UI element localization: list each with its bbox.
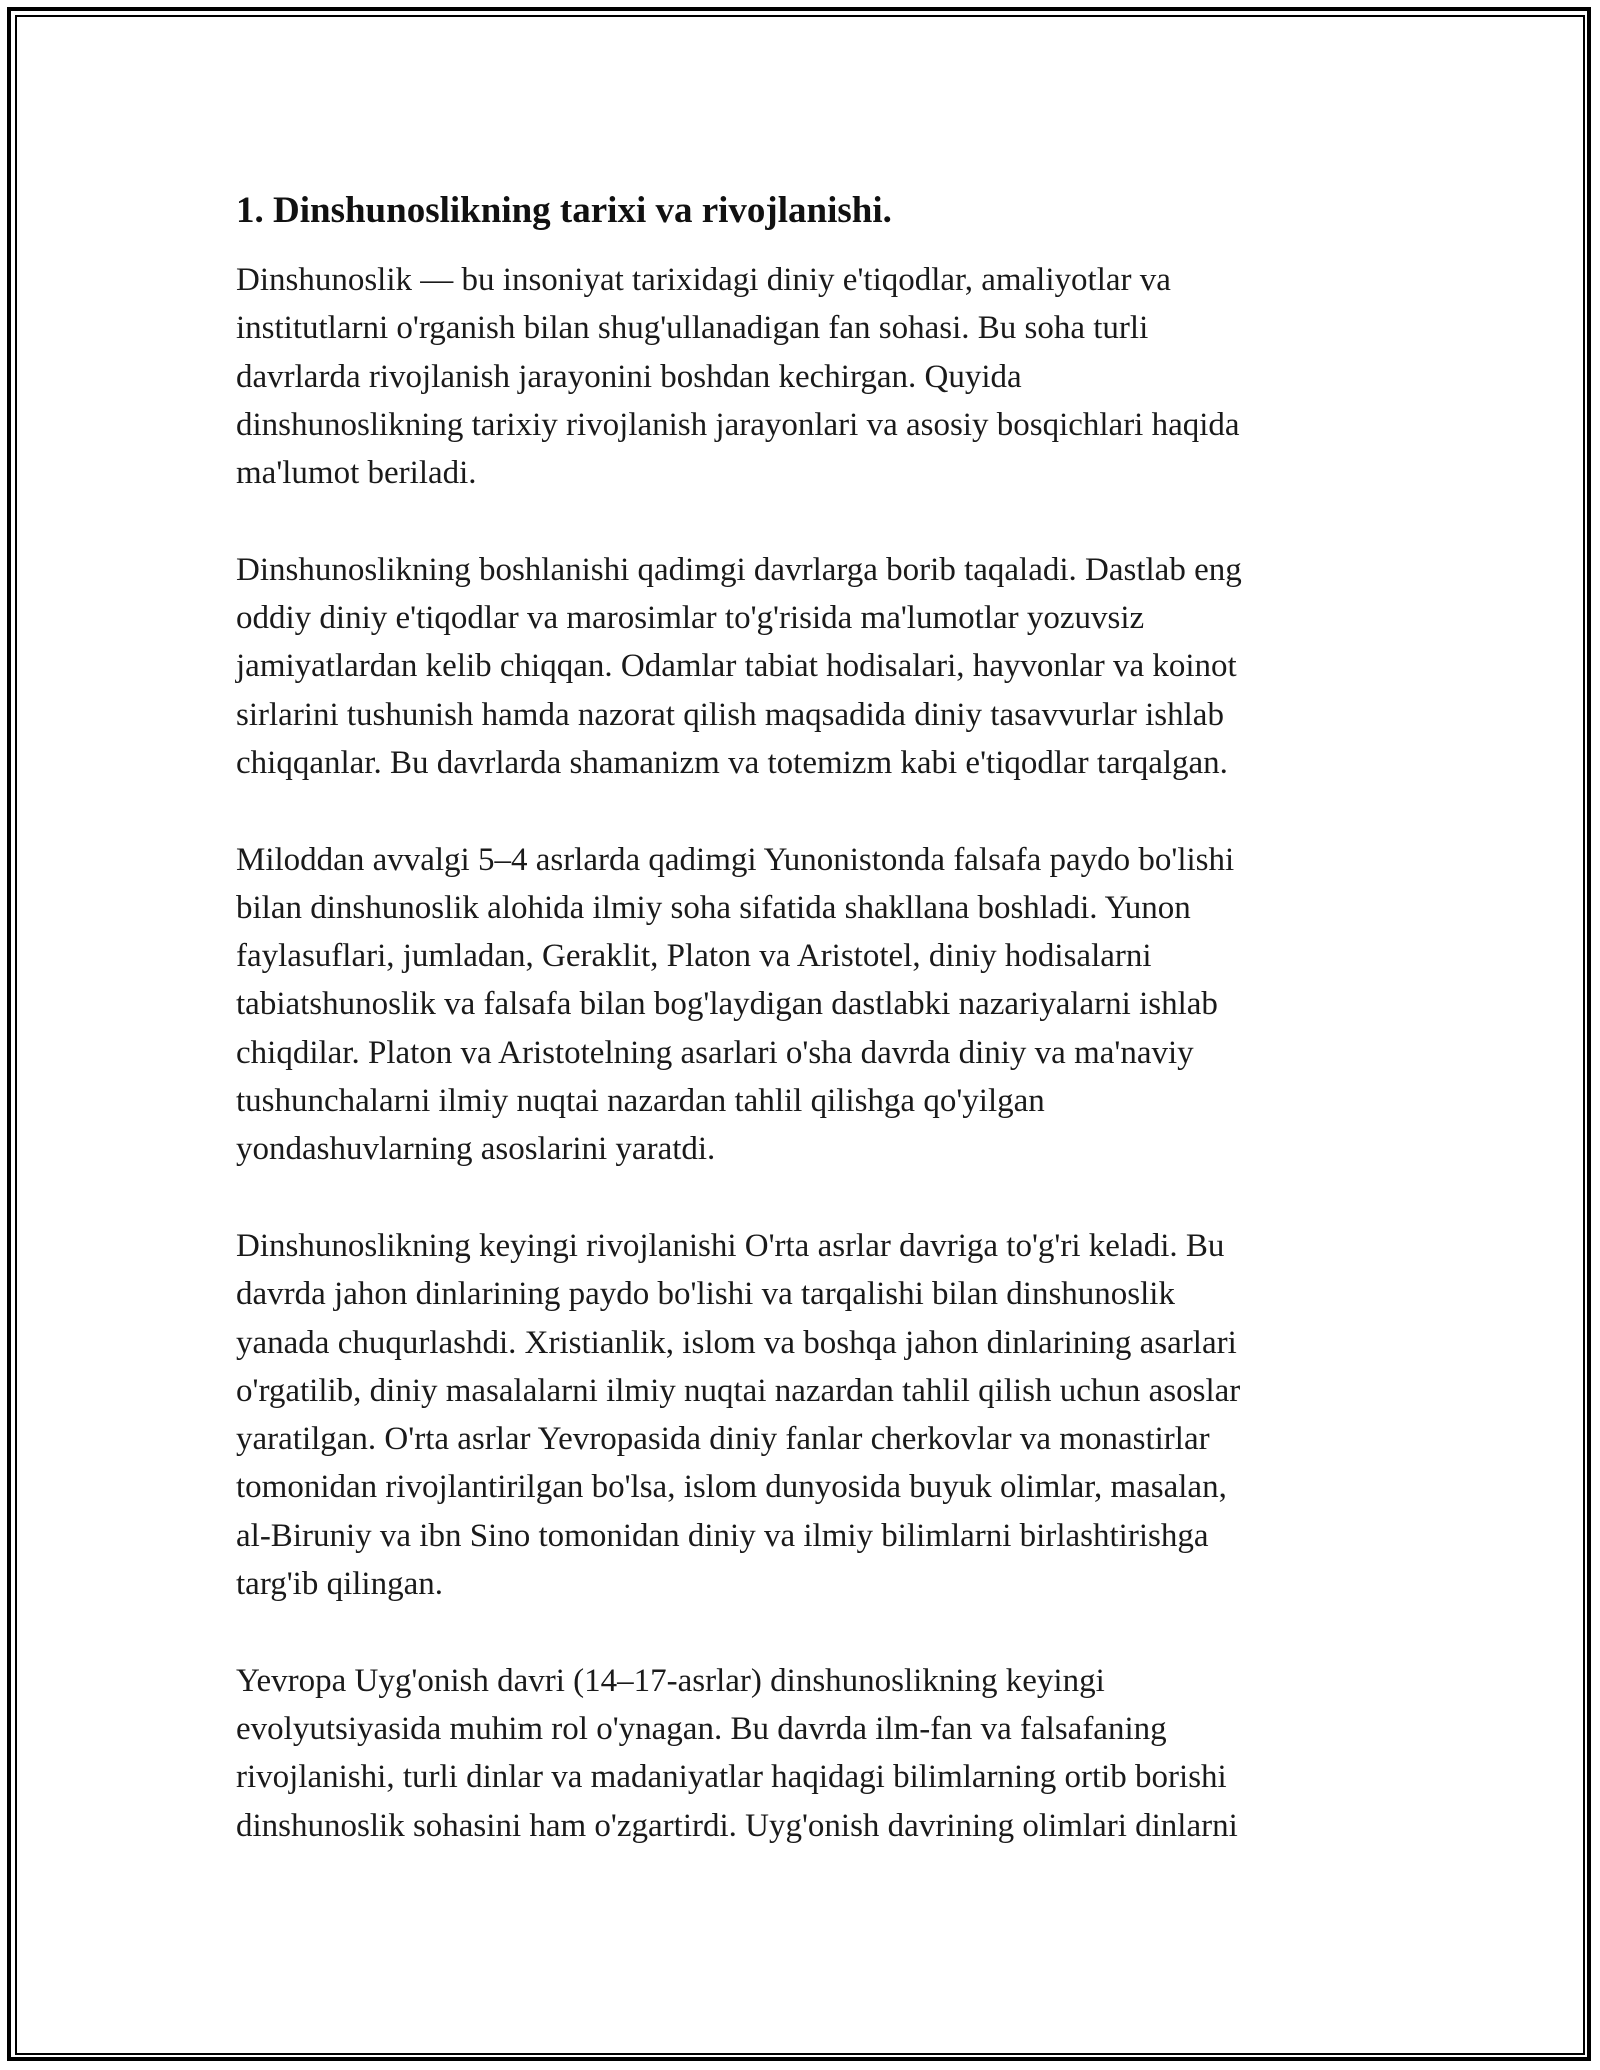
paragraph-line: faylasuflari, jumladan, Geraklit, Platon va Aristotel, diniy hodisalarni: [236, 938, 1152, 975]
paragraph-line: yanada chuqurlashdi. Xristianlik, islom va boshqa jahon dinlarining asarlari: [236, 1324, 1237, 1361]
paragraph-line: Dinshunoslikning keyingi rivojlanishi O'rta asrlar davriga to'g'ri keladi. Bu: [236, 1227, 1225, 1264]
paragraph-list: [236, 256, 1366, 1850]
paragraph-line: targ'ib qilingan.: [236, 1566, 443, 1603]
paragraph-line: rivojlanishi, turli dinlar va madaniyatlar haqidagi bilimlarning ortib borishi: [236, 1759, 1227, 1796]
paragraph-line: institutlarni o'rganish bilan shug'ullanadigan fan sohasi. Bu soha turli: [236, 310, 1149, 347]
paragraph-line: tushunchalarni ilmiy nuqtai nazardan tahlil qilishga qo'yilgan: [236, 1083, 1045, 1120]
paragraph: [236, 546, 1366, 787]
paragraph-line: yondashuvlarning asoslarini yaratdi.: [236, 1131, 716, 1168]
paragraph-line: bilan dinshunoslik alohida ilmiy soha sifatida shakllana boshladi. Yunon: [236, 889, 1191, 926]
paragraph-line: tabiatshunoslik va falsafa bilan bog'laydigan dastlabki nazariyalarni ishlab: [236, 986, 1218, 1023]
paragraph-line: al-Biruniy va ibn Sino tomonidan diniy va ilmiy bilimlarni birlashtirishga: [236, 1517, 1209, 1554]
paragraph: [236, 256, 1366, 497]
paragraph-line: davrlarda rivojlanish jarayonini boshdan kechirgan. Quyida: [236, 358, 1022, 395]
paragraph-line: tomonidan rivojlantirilgan bo'lsa, islom dunyosida buyuk olimlar, masalan,: [236, 1469, 1227, 1506]
paragraph: [236, 1657, 1366, 1850]
paragraph-line: dinshunoslikning tarixiy rivojlanish jarayonlari va asosiy bosqichlari haqida: [236, 406, 1240, 443]
paragraph-line: Dinshunoslik — bu insoniyat tarixidagi diniy e'tiqodlar, amaliyotlar va: [236, 262, 1171, 298]
paragraph-line: dinshunoslik sohasini ham o'zgartirdi. Uyg'onish davrining olimlari dinlarni: [236, 1807, 1238, 1844]
document-body: [236, 186, 1366, 1898]
section-heading: 1. Dinshunoslikning tarixi va rivojlanishi.: [236, 190, 892, 231]
paragraph: [236, 1222, 1366, 1608]
paragraph-line: o'rgatilib, diniy masalalarni ilmiy nuqtai nazardan tahlil qilish uchun asoslar: [236, 1372, 1241, 1409]
paragraph-line: yaratilgan. O'rta asrlar Yevropasida diniy fanlar cherkovlar va monastirlar: [236, 1421, 1210, 1458]
paragraph-line: ma'lumot beriladi.: [236, 455, 477, 492]
paragraph-line: sirlarini tushunish hamda nazorat qilish maqsadida diniy tasavvurlar ishlab: [236, 696, 1224, 733]
paragraph-line: Miloddan avvalgi 5–4 asrlarda qadimgi Yunonistonda falsafa paydo bo'lishi: [236, 841, 1235, 878]
paragraph-line: Dinshunoslikning boshlanishi qadimgi davrlarga borib taqaladi. Dastlab eng: [236, 551, 1242, 588]
paragraph-line: jamiyatlardan kelib chiqqan. Odamlar tabiat hodisalari, hayvonlar va koinot: [236, 648, 1237, 685]
paragraph-line: chiqdilar. Platon va Aristotelning asarlari o'sha davrda diniy va ma'naviy: [236, 1034, 1194, 1071]
paragraph-line: chiqqanlar. Bu davrlarda shamanizm va totemizm kabi e'tiqodlar tarqalgan.: [236, 744, 1228, 781]
paragraph-line: oddiy diniy e'tiqodlar va marosimlar to'g'risida ma'lumotlar yozuvsiz: [236, 600, 1145, 637]
paragraph: [236, 836, 1366, 1174]
paragraph-line: Yevropa Uyg'onish davri (14–17-asrlar) dinshunoslikning keyingi: [236, 1662, 1105, 1699]
paragraph-line: evolyutsiyasida muhim rol o'ynagan. Bu davrda ilm-fan va falsafaning: [236, 1710, 1167, 1747]
paragraph-line: davrda jahon dinlarining paydo bo'lishi va tarqalishi bilan dinshunoslik: [236, 1276, 1175, 1313]
